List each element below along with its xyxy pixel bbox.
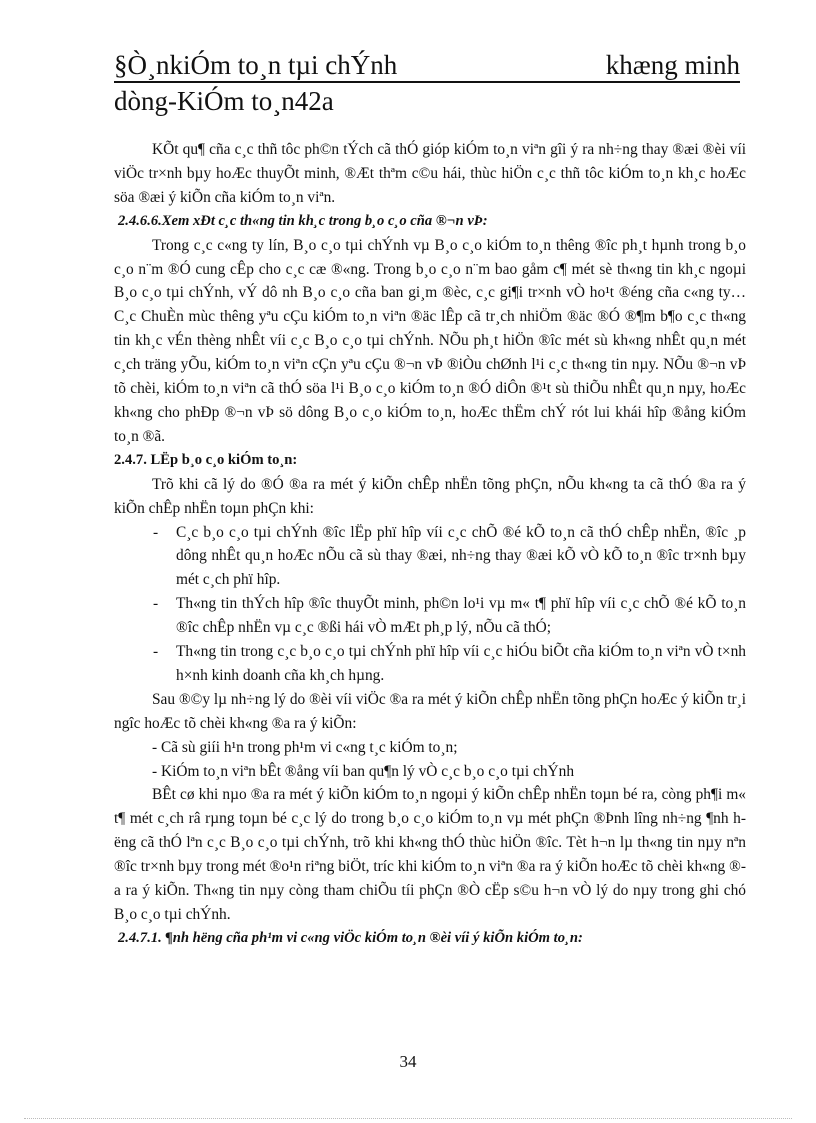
header-author: khæng minh bbox=[605, 50, 740, 80]
list-item-text: C¸c b¸o c¸o tµi chÝnh ®îc lËp phï hîp víi c¸c chÕ ®é kÕ to¸n cã thÓ chÊp nhËn, ®îc ¸p dông nhÊt qu¸n hoÆc nÕu cã sù thay ®æi, nh÷ng thay ®æi kÕ vÒ kÕ to¸n ®îc tr×nh bµy mét c¸ch phï hîp. bbox=[176, 523, 746, 589]
paragraph: Trõ khi cã lý do ®Ó ®a ra mét ý kiÕn chÊp nhËn tõng phÇn, nÕu kh«ng ta cã thÓ ®a ra ý kiÕn chÊp nhËn toµn phÇn khi: bbox=[114, 475, 746, 517]
dash-line: - KiÓm to¸n viªn bÊt ®ång víi ban qu¶n lý vÒ c¸c b¸o c¸o tµi chÝnh bbox=[152, 762, 575, 780]
paragraph: KÕt qu¶ cña c¸c thñ tôc ph©n tÝch cã thÓ gióp kiÓm to¸n viªn gîi ý ra nh÷ng thay ®æi ®èi víi viÖc tr×nh bµy hoÆc thuyÕt minh, ®Æt thªm c©u hái, thùc hiÖn c¸c thñ tôc kiÓm to¸n kh¸c hoÆc söa ®æi ý kiÕn cña kiÓm to¸n viªn. bbox=[114, 141, 746, 206]
list-item bbox=[114, 640, 746, 688]
list-item bbox=[114, 592, 746, 640]
list-bullet: - bbox=[153, 643, 159, 661]
page-header bbox=[114, 50, 740, 117]
section-heading: 2.4.7.1. ¶nh hëng cña ph¹m vi c«ng viÖc kiÓm to¸n ®èi víi ý kiÕn kiÓm to¸n: bbox=[118, 929, 583, 946]
paragraph: BÊt cø khi nµo ®a ra mét ý kiÕn kiÓm to¸n ngoµi ý kiÕn chÊp nhËn toµn bé ra, còng ph¶i m« t¶ mét c¸ch râ rµng toµn bé c¸c lý do trong b¸o c¸o kiÓm to¸n vµ mét phÇn ®Þnh lîng nh÷ng ¶nh hëng cã thÓ lªn c¸c B¸o c¸o tµi chÝnh, trõ khi kh«ng thÓ thùc hiÖn ®îc. Tèt h¬n lµ th«ng tin nµy nªn ®îc tr×nh bµy trong mét ®o¹n riªng biÖt, tríc khi kiÓm to¸n viªn ®a ra ý kiÕn hoÆc tõ chèi kh«ng ®a ra ý kiÕn. Th«ng tin nµy còng tham chiÕu tíi phÇn ®Ò cËp s©u h¬n vÒ lý do nµy trong ghi chó B¸o c¸o tµi chÝnh. bbox=[114, 786, 746, 923]
list-item-text: Th«ng tin trong c¸c b¸o c¸o tµi chÝnh phï hîp víi c¸c hiÓu biÕt cña kiÓm to¸n viªn vÒ t×nh h×nh kinh doanh cña kh¸ch hµng. bbox=[176, 643, 746, 684]
list-item-text: Th«ng tin thÝch hîp ®îc thuyÕt minh, ph©n lo¹i vµ m« t¶ phï hîp víi c¸c chÕ ®é kÕ to¸n ®îc chÊp nhËn vµ c¸c ®ßi hái vÒ mÆt ph¸p lý, nÕu cã thÓ; bbox=[176, 595, 746, 637]
list-bullet: - bbox=[153, 595, 159, 613]
paragraph: Sau ®©y lµ nh÷ng lý do ®èi víi viÖc ®a ra mét ý kiÕn chÊp nhËn tõng phÇn hoÆc ý kiÕn tr¸i ngîc hoÆc tõ chèi kh«ng ®a ra ý kiÕn: bbox=[114, 690, 746, 732]
header-line bbox=[114, 50, 740, 83]
header-subtitle: dòng-KiÓm to¸n42a bbox=[114, 86, 334, 116]
section-heading: 2.4.7. LËp b¸o c¸o kiÓm to¸n: bbox=[114, 451, 298, 468]
document-body bbox=[114, 138, 746, 951]
header-title: §Ò¸nkiÓm to¸n tµi chÝnh bbox=[114, 50, 398, 80]
dash-line: - Cã sù giíi h¹n trong ph¹m vi c«ng t¸c kiÓm to¸n; bbox=[152, 738, 458, 756]
paragraph: Trong c¸c c«ng ty lín, B¸o c¸o tµi chÝnh vµ B¸o c¸o kiÓm to¸n thêng ®îc ph¸t hµnh trong b¸o c¸o n¨m ®Ó cung cÊp cho c¸c cæ ®«ng. Trong b¸o c¸o n¨m bao gåm c¶ mét sè th«ng tin kh¸c ngoµi B¸o c¸o tµi chÝnh, vÝ dô nh B¸o c¸o cña ban gi¸m ®èc, c¸c gi¶i tr×nh vÒ ho¹t ®éng cña c«ng ty… C¸c ChuÈn mùc thêng yªu cÇu kiÓm to¸n viªn ®äc lÊp cã tr¸ch nhiÖm ®äc ®Ó ®¶m b¶o c¸c th«ng tin kh¸c vÉn thèng nhÊt víi c¸c B¸o c¸o tµi chÝnh. NÕu ph¸t hiÖn ®îc mét sù kh«ng nhÊt qu¸n mét c¸ch träng yÕu, kiÓm to¸n viªn cÇn yªu cÇu ®¬n vÞ ®iÒu chØnh l¹i c¸c th«ng tin nµy. NÕu ®¬n vÞ tõ chèi, kiÓm to¸n viªn cã thÓ söa l¹i B¸o c¸o kiÓm to¸n ®Ó diÔn ®¹t sù thiÕu nhÊt qu¸n nµy, hoÆc kh«ng cho phÐp ®¬n vÞ sö dông B¸o c¸o kiÓm to¸n, hoÆc thËm chÝ rót lui khái hîp ®ång kiÓm to¸n ®ã. bbox=[114, 236, 746, 445]
list-item bbox=[114, 521, 746, 593]
section-heading: 2.4.6.6.Xem xÐt c¸c th«ng tin kh¸c trong b¸o c¸o cña ®¬n vÞ: bbox=[118, 212, 488, 229]
list-bullet: - bbox=[153, 523, 159, 541]
page-number: 34 bbox=[399, 1052, 417, 1071]
footer-divider bbox=[24, 1118, 792, 1119]
